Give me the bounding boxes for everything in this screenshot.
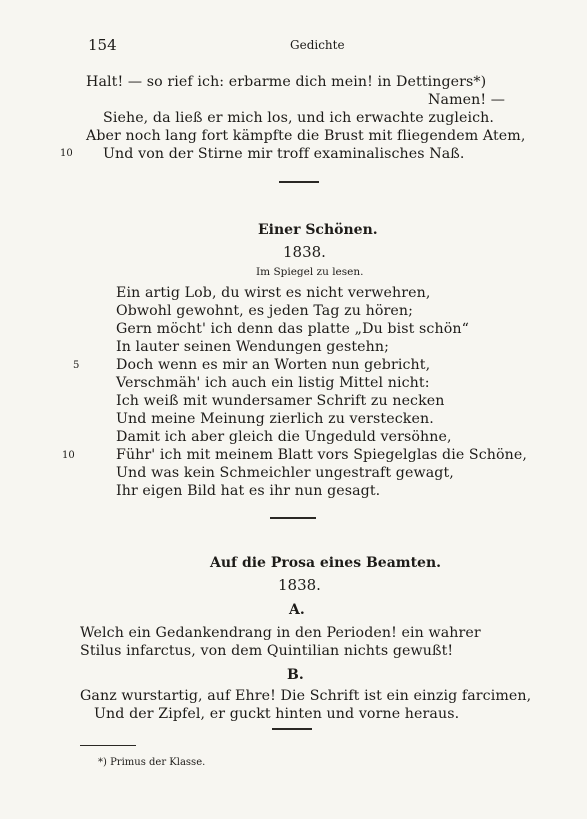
verse-line: Ihr eigen Bild hat es ihr nun gesagt. <box>116 483 381 499</box>
section-divider <box>279 181 319 183</box>
verse-line: Stilus infarctus, von dem Quintilian nichts gewußt! <box>80 643 454 659</box>
poem-year: 1838. <box>283 243 326 261</box>
verse-line: Und was kein Schmeichler ungestraft gewagt, <box>116 465 454 481</box>
verse-line: Welch ein Gedankendrang in den Perioden! ein wahrer <box>80 625 481 641</box>
verse-line: Aber noch lang fort kämpfte die Brust mit fliegendem Atem, <box>86 128 526 144</box>
running-title: Gedichte <box>290 38 345 52</box>
line-number: 10 <box>62 450 75 461</box>
page-number: 154 <box>88 36 117 54</box>
verse-line: Und meine Meinung zierlich zu verstecken. <box>116 411 434 427</box>
footnote-rule <box>80 745 136 746</box>
verse-line: Führ' ich mit meinem Blatt vors Spiegelglas die Schöne, <box>116 447 528 463</box>
verse-line: Ich weiß mit wundersamer Schrift zu necken <box>116 393 445 409</box>
verse-line: Ganz wurstartig, auf Ehre! Die Schrift ist ein einzig farcimen, <box>80 688 532 704</box>
verse-line: Obwohl gewohnt, es jeden Tag zu hören; <box>116 303 413 319</box>
verse-line: Namen! — <box>428 92 506 108</box>
verse-line: Und von der Stirne mir troff examinalisches Naß. <box>103 146 465 162</box>
section-divider <box>270 517 316 519</box>
section-label: B. <box>287 667 304 683</box>
verse-line: Doch wenn es mir an Worten nun gebricht, <box>116 357 431 373</box>
verse-line: Gern möcht' ich denn das platte „Du bist schön“ <box>116 321 469 337</box>
poem-subtitle: Im Spiegel zu lesen. <box>256 266 364 278</box>
footnote: *) Primus der Klasse. <box>98 757 206 768</box>
line-number: 5 <box>73 360 80 371</box>
line-number: 10 <box>60 148 73 159</box>
verse-line: Halt! — so rief ich: erbarme dich mein! in Dettingers*) <box>86 74 487 90</box>
poem-year: 1838. <box>278 576 321 594</box>
section-divider <box>272 728 312 730</box>
verse-line: Siehe, da ließ er mich los, und ich erwachte zugleich. <box>103 110 494 126</box>
verse-line: Ein artig Lob, du wirst es nicht verwehren, <box>116 285 431 301</box>
poem-title: Auf die Prosa eines Beamten. <box>210 555 442 571</box>
verse-line: Und der Zipfel, er guckt hinten und vorne heraus. <box>94 706 460 722</box>
verse-line: Verschmäh' ich auch ein listig Mittel nicht: <box>116 375 430 391</box>
poem-title: Einer Schönen. <box>258 222 378 238</box>
verse-line: Damit ich aber gleich die Ungeduld versöhne, <box>116 429 452 445</box>
verse-line: In lauter seinen Wendungen gestehn; <box>116 339 390 355</box>
section-label: A. <box>289 602 305 618</box>
